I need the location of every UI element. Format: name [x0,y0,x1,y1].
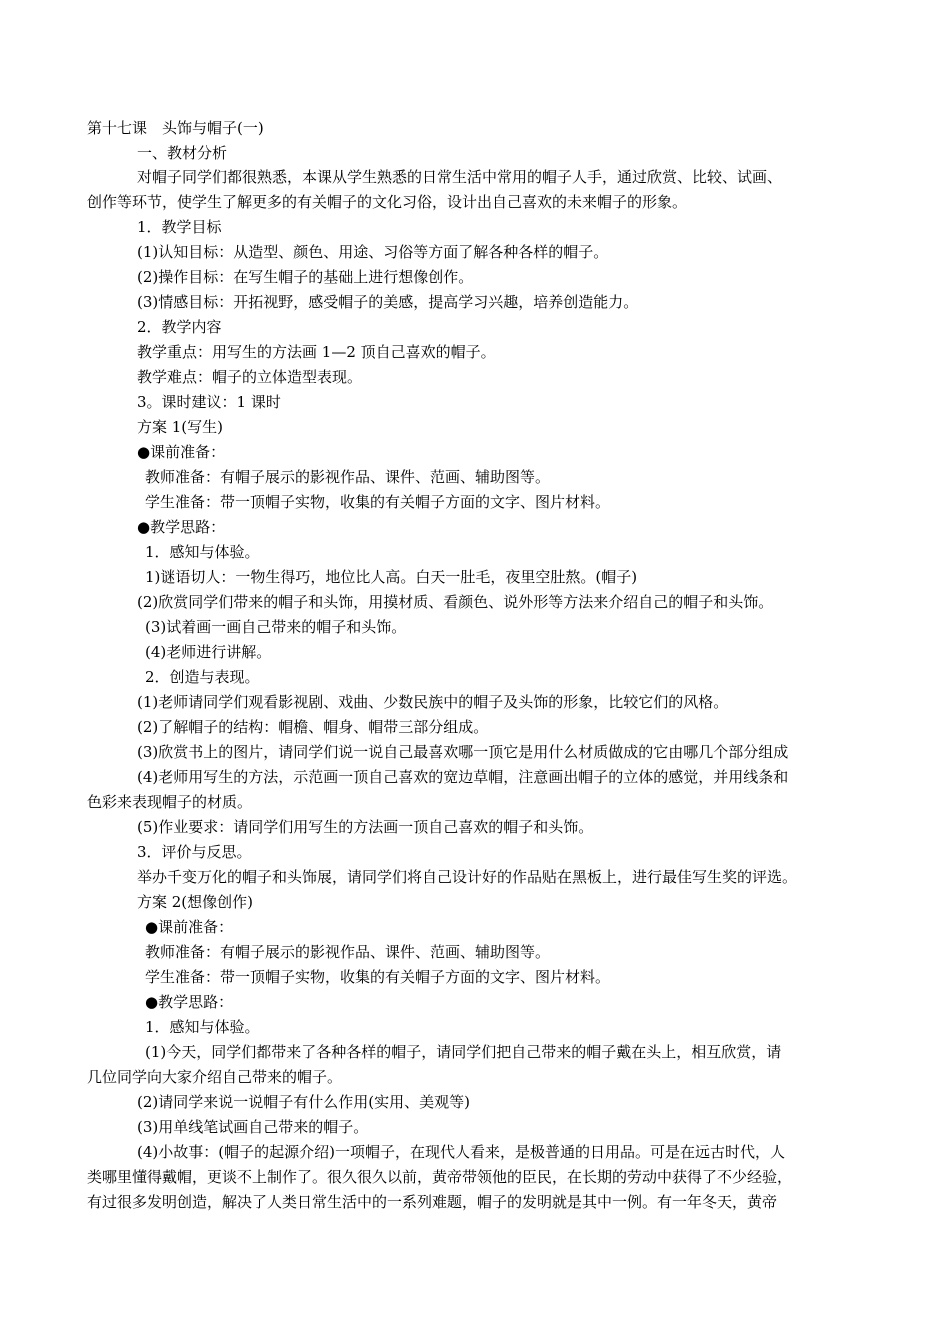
paragraph-line: (2)欣赏同学们带来的帽子和头饰，用摸材质、看颜色、说外形等方法来介绍自己的帽子和头饰。 [137,593,774,611]
paragraph-line: 色彩来表现帽子的材质。 [87,793,253,811]
paragraph-line: 教师准备：有帽子展示的影视作品、课件、范画、辅助图等。 [145,943,551,961]
paragraph-line: (1)老师请同学们观看影视剧、戏曲、少数民族中的帽子及头饰的形象，比较它们的风格。 [137,693,729,711]
paragraph-line: (4)老师进行讲解。 [145,643,272,661]
bullet-heading: ●教学思路： [137,518,226,536]
subheading: 3。课时建议：1 课时 [137,393,281,411]
paragraph-line: 几位同学向大家介绍自己带来的帽子。 [87,1068,343,1086]
subheading: 1．教学目标 [137,218,222,236]
paragraph-line: 类哪里懂得戴帽，更谈不上制作了。很久很久以前，黄帝带领他的臣民，在长期的劳动中获得了不少经验， [87,1168,793,1186]
subheading: 2．教学内容 [137,318,222,336]
paragraph-line: 教师准备：有帽子展示的影视作品、课件、范画、辅助图等。 [145,468,551,486]
subheading: 1．感知与体验。 [145,1018,260,1036]
paragraph-line: (3)情感目标：开拓视野，感受帽子的美感，提高学习兴趣，培养创造能力。 [137,293,639,311]
paragraph-line: (5)作业要求：请同学们用写生的方法画一顶自己喜欢的帽子和头饰。 [137,818,594,836]
paragraph-line: 教学难点：帽子的立体造型表现。 [137,368,363,386]
paragraph-line: 教学重点：用写生的方法画 1—2 顶自己喜欢的帽子。 [137,343,496,361]
paragraph-line: (3)用单线笔试画自己带来的帽子。 [137,1118,369,1136]
subheading: 2．创造与表现。 [145,668,260,686]
paragraph-line: (1)今天，同学们都带来了各种各样的帽子，请同学们把自己带来的帽子戴在头上，相互欣赏，请 [145,1043,782,1061]
paragraph-line: (3)欣赏书上的图片，请同学们说一说自己最喜欢哪一顶它是用什么材质做成的它由哪几个部分组成 [137,743,789,761]
plan-heading: 方案 1(写生) [137,418,224,436]
paragraph-line: (3)试着画一画自己带来的帽子和头饰。 [145,618,407,636]
paragraph-line: (4)小故事：(帽子的起源介绍)一项帽子，在现代人看来，是极普通的日用品。可是在远古时代，人 [137,1143,785,1161]
paragraph-line: (2)请同学来说一说帽子有什么作用(实用、美观等) [137,1093,470,1111]
bullet-heading: ●教学思路： [145,993,234,1011]
paragraph-line: 学生准备：带一顶帽子实物，收集的有关帽子方面的文字、图片材料。 [145,968,611,986]
section-heading: 一、教材分析 [137,144,228,162]
bullet-heading: ●课前准备： [145,918,234,936]
paragraph-line: 1)谜语切人：一物生得巧，地位比人高。白天一肚毛，夜里空肚熬。(帽子) [145,568,638,586]
paragraph-line: (2)了解帽子的结构：帽檐、帽身、帽带三部分组成。 [137,718,489,736]
paragraph-line: 创作等环节，使学生了解更多的有关帽子的文化习俗，设计出自己喜欢的未来帽子的形象。 [87,193,688,211]
paragraph-line: 举办千变万化的帽子和头饰展，请同学们将自己设计好的作品贴在黑板上，进行最佳写生奖的评选。 [137,868,798,886]
paragraph-line: 学生准备：带一顶帽子实物，收集的有关帽子方面的文字、图片材料。 [145,493,611,511]
subheading: 3．评价与反思。 [137,843,252,861]
paragraph-line: (4)老师用写生的方法，示范画一顶自己喜欢的宽边草帽，注意画出帽子的立体的感觉，并用线条和 [137,768,789,786]
paragraph-line: 有过很多发明创造，解决了人类日常生活中的一系列难题，帽子的发明就是其中一例。有一年冬天，黄帝 [87,1193,778,1211]
lesson-title: 第十七课 头饰与帽子(一) [87,119,264,137]
bullet-heading: ●课前准备： [137,443,226,461]
subheading: 1．感知与体验。 [145,543,260,561]
plan-heading: 方案 2(想像创作) [137,893,254,911]
paragraph-line: (1)认知目标：从造型、颜色、用途、习俗等方面了解各种各样的帽子。 [137,243,609,261]
paragraph-line: 对帽子同学们都很熟悉，本课从学生熟悉的日常生活中常用的帽子人手，通过欣赏、比较、试画、 [137,168,783,186]
paragraph-line: (2)操作目标：在写生帽子的基础上进行想像创作。 [137,268,474,286]
